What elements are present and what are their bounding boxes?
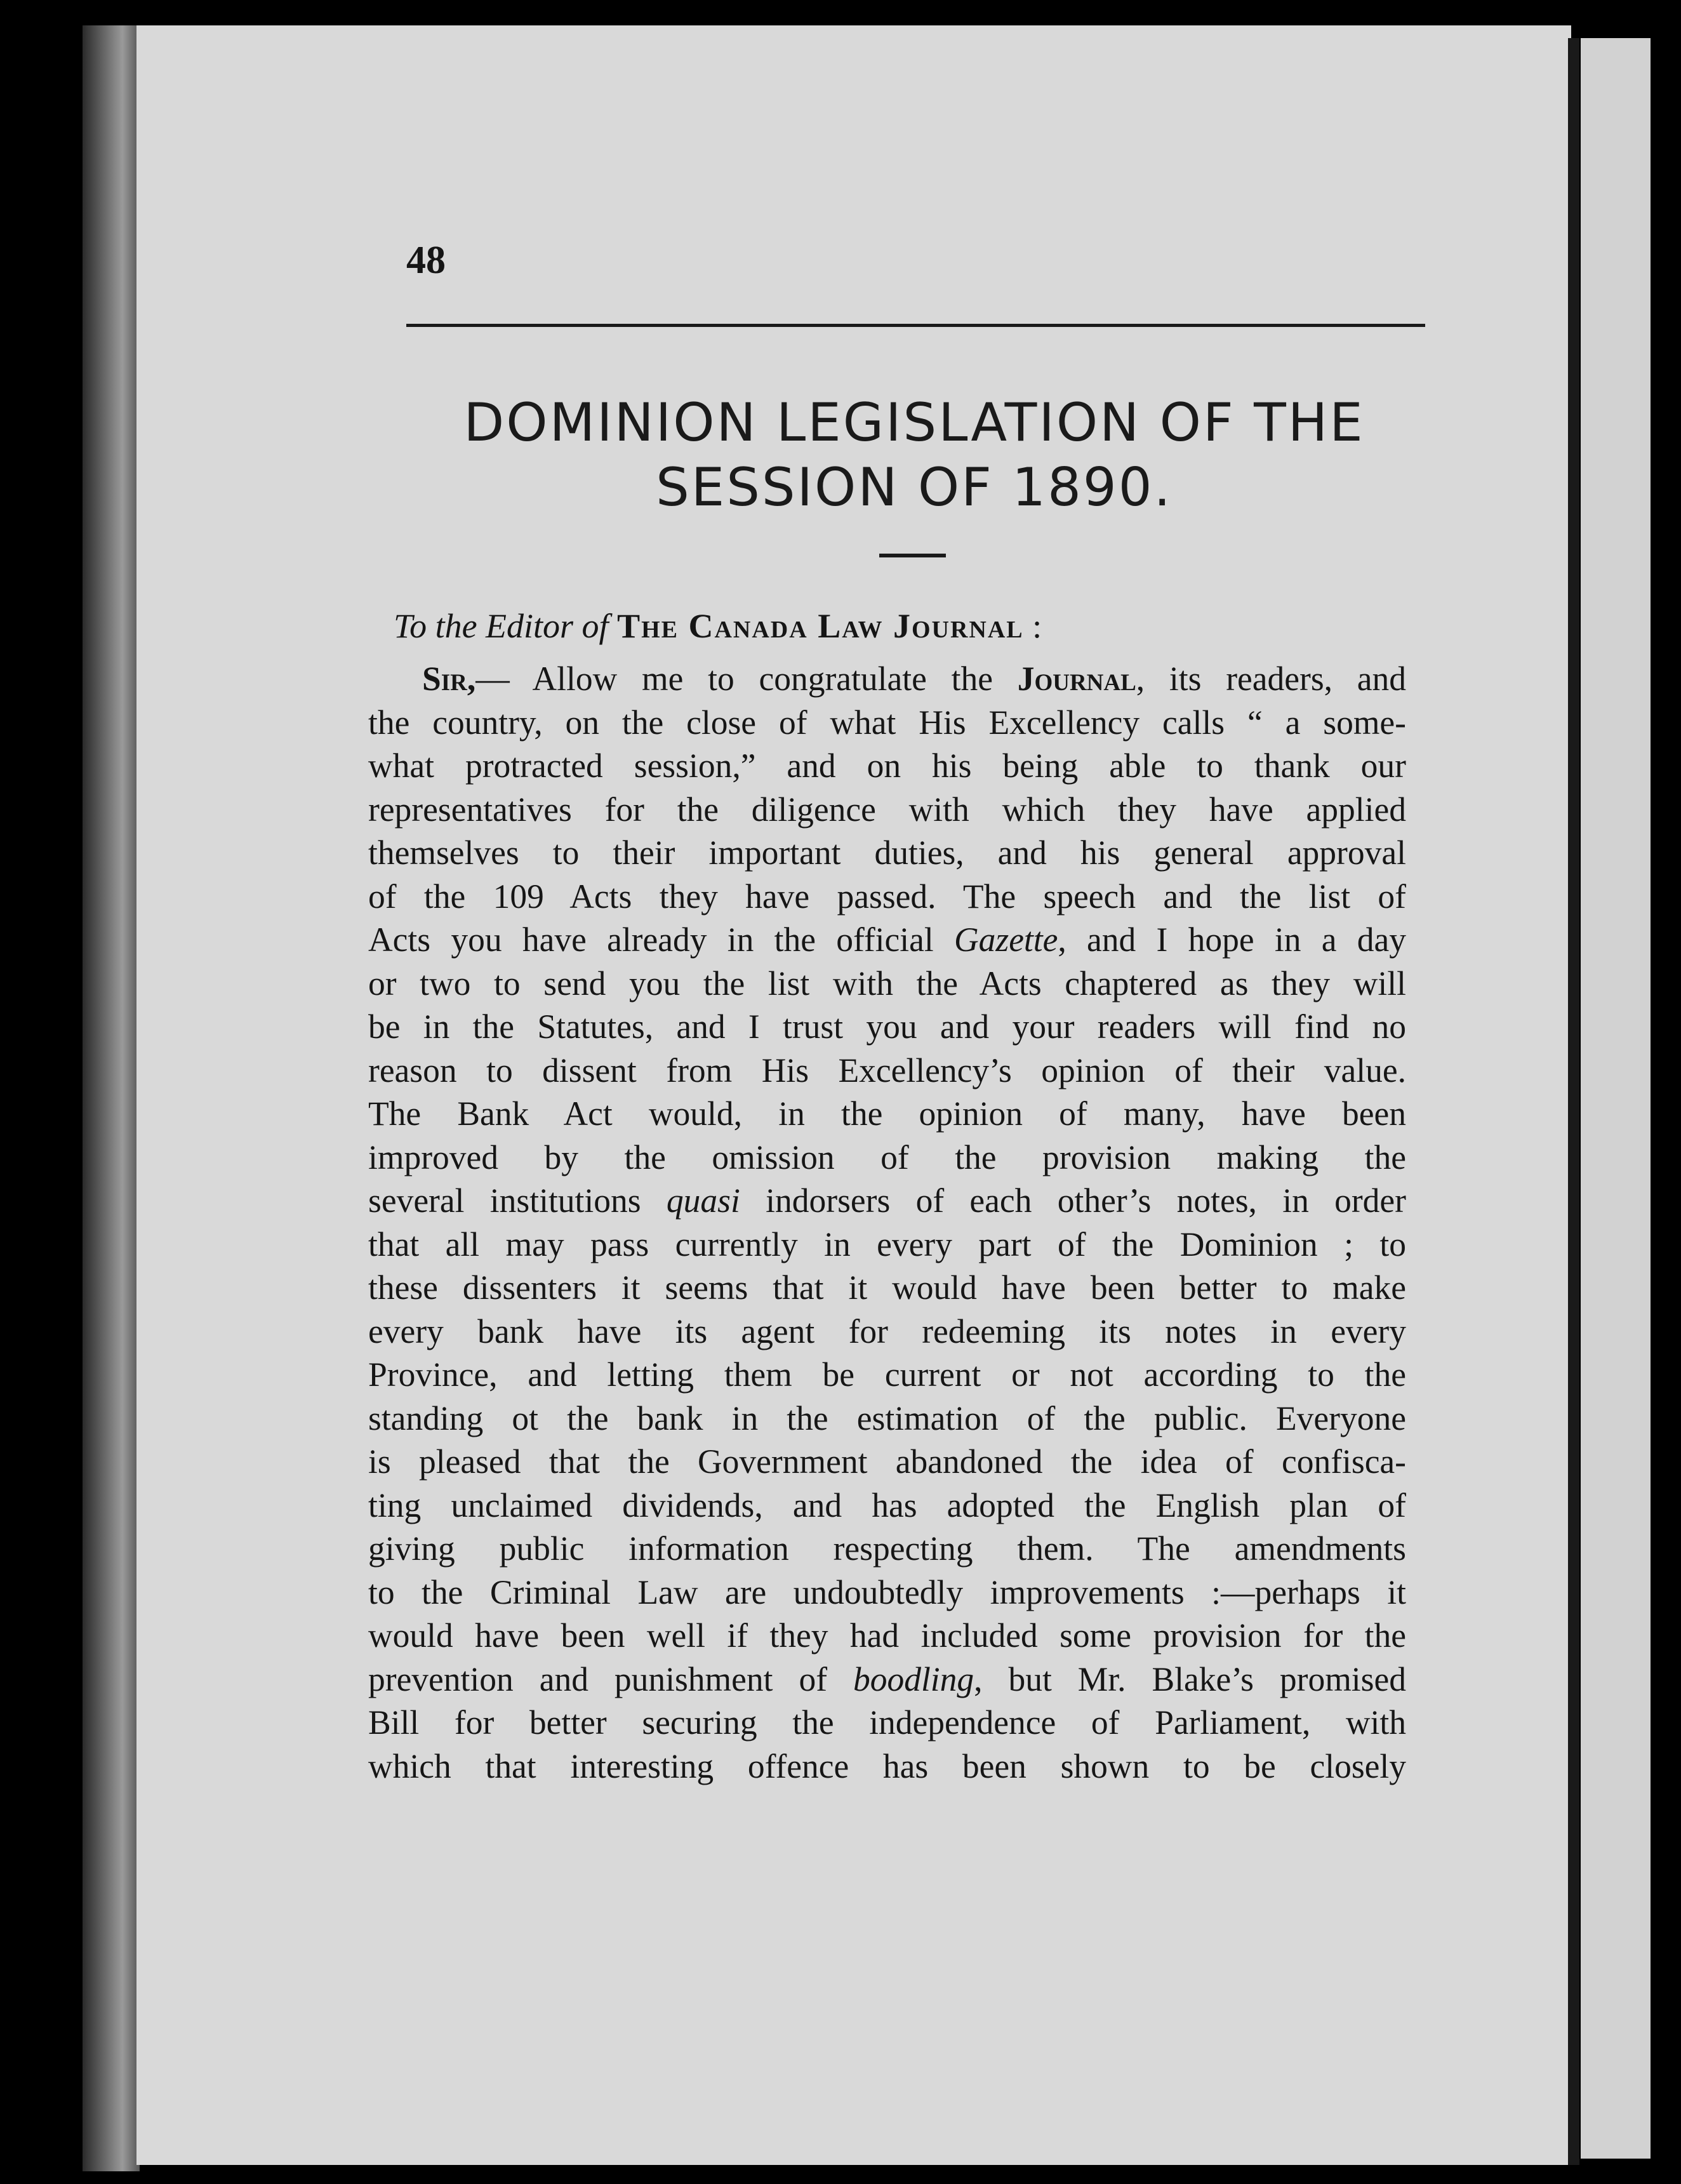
body-line — [368, 1092, 1406, 1136]
body-text-segment: which that interesting offence has been shown to be closely — [368, 1747, 1406, 1785]
body-line — [368, 1179, 1406, 1223]
body-line — [368, 918, 1406, 962]
body-line — [368, 788, 1406, 832]
body-text-segment: the country, on the close of what His Excellency calls “ a some- — [368, 703, 1406, 742]
body-text-segment: Sir, — [422, 660, 476, 698]
body-line — [368, 875, 1406, 919]
body-line — [368, 1266, 1406, 1310]
body-text-segment: The Bank Act would, in the opinion of many, have been — [368, 1095, 1406, 1133]
body-text-segment: , and I hope in a day — [1058, 921, 1406, 959]
header-rule — [406, 324, 1425, 327]
body-text-segment: Bill for better securing the independence of Parliament, with — [368, 1703, 1406, 1741]
body-text-segment: would have been well if they had included some provision for the — [368, 1616, 1406, 1655]
body-line — [368, 1658, 1406, 1701]
body-text-segment: these dissenters it seems that it would have been better to make — [368, 1268, 1406, 1307]
body-line — [368, 1397, 1406, 1441]
body-text-segment: quasi — [666, 1182, 740, 1220]
body-text-segment: of the 109 Acts they have passed. The speech and the list of — [368, 877, 1406, 916]
body-text-segment: reason to dissent from His Excellency’s opinion of their value. — [368, 1051, 1406, 1089]
body-line — [368, 1136, 1406, 1180]
body-line — [368, 1353, 1406, 1397]
body-text-segment: every bank have its agent for redeeming its notes in every — [368, 1312, 1406, 1350]
body-text-segment: improved by the omission of the provision making the — [368, 1138, 1406, 1176]
body-text-segment: that all may pass currently in every part of the Dominion ; to — [368, 1225, 1406, 1263]
body-line — [368, 701, 1406, 745]
salutation-prefix: To the Editor of — [394, 607, 609, 645]
body-text-segment: , but Mr. Blake’s promised — [974, 1660, 1406, 1698]
body-line — [368, 1745, 1406, 1788]
body-line — [368, 1310, 1406, 1354]
body-text-segment: standing ot the bank in the estimation of the public. Everyone — [368, 1399, 1406, 1437]
title-rule — [879, 554, 946, 557]
body-line — [368, 1440, 1406, 1484]
body-text-segment: ting unclaimed dividends, and has adopted the English plan of — [368, 1486, 1406, 1524]
body-text-segment: , its readers, and — [1136, 660, 1406, 698]
body-line — [368, 744, 1406, 788]
body-text-segment: to the Criminal Law are undoubtedly improvements :—perhaps it — [368, 1573, 1406, 1611]
page-gutter — [1568, 38, 1579, 2165]
body-text-segment: Acts you have already in the official — [368, 921, 954, 959]
article-title — [381, 390, 1447, 520]
body-text-segment: Journal — [1017, 660, 1136, 698]
title-line-1: DOMINION LEGISLATION OF THE — [463, 392, 1365, 453]
journal-name: The Canada Law Journal — [617, 607, 1024, 645]
body-text-segment: Province, and letting them be current or not according to the — [368, 1355, 1406, 1394]
book-spine — [83, 25, 140, 2171]
body-text-segment: Gazette — [953, 921, 1058, 959]
body-line — [368, 1614, 1406, 1658]
body-line — [368, 657, 1406, 701]
body-text-segment: — Allow me to congratulate the — [475, 660, 1018, 698]
body-text-segment: boodling — [853, 1660, 974, 1698]
body-text-segment: representatives for the diligence with which they have applied — [368, 790, 1406, 829]
body-text-segment: giving public information respecting them. The amendments — [368, 1529, 1406, 1568]
salutation — [394, 606, 1473, 646]
body-line — [368, 1484, 1406, 1528]
body-line — [368, 962, 1406, 1006]
body-line — [368, 1049, 1406, 1093]
body-text-segment: indorsers of each other’s notes, in order — [740, 1182, 1406, 1220]
body-line — [368, 1223, 1406, 1267]
body-line — [368, 831, 1406, 875]
facing-page-edge — [1581, 38, 1651, 2159]
body-text-segment: what protracted session,” and on his being able to thank our — [368, 747, 1406, 785]
body-text-segment: be in the Statutes, and I trust you and your readers will find no — [368, 1008, 1406, 1046]
body-line — [368, 1527, 1406, 1571]
body-text-segment: is pleased that the Government abandoned the idea of confisca- — [368, 1442, 1406, 1481]
body-line — [368, 1005, 1406, 1049]
salutation-suffix: : — [1023, 607, 1042, 645]
body-text-segment: themselves to their important duties, and his general approval — [368, 834, 1406, 872]
body-text-segment: several institutions — [368, 1182, 667, 1220]
letter-body — [368, 657, 1406, 1788]
title-line-2: SESSION OF 1890. — [656, 456, 1173, 518]
body-line — [368, 1701, 1406, 1745]
page-number: 48 — [406, 239, 446, 282]
body-text-segment: prevention and punishment of — [368, 1660, 853, 1698]
body-text-segment: or two to send you the list with the Acts chaptered as they will — [368, 964, 1406, 1002]
body-line — [368, 1571, 1406, 1615]
